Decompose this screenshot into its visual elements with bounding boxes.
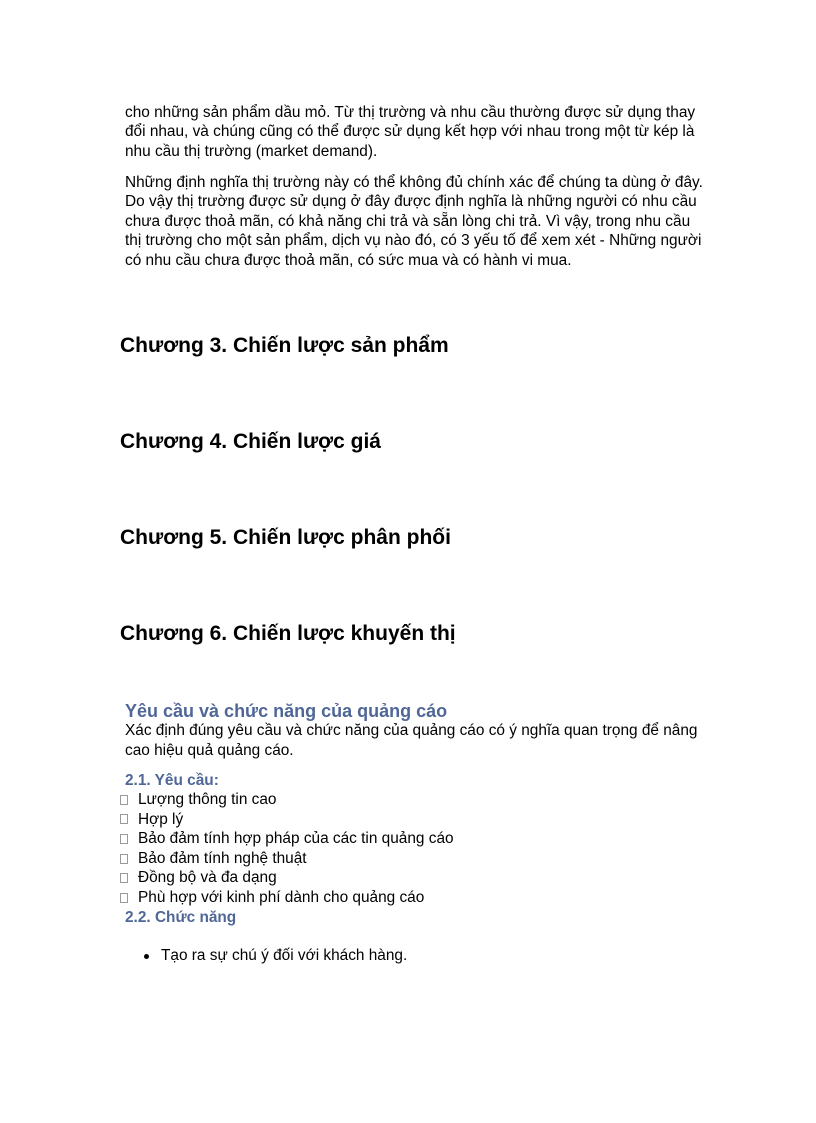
functions-subheading: 2.2. Chức năng (125, 909, 237, 926)
list-item-text: Tạo ra sự chú ý đối với khách hàng. (161, 947, 408, 964)
chapter-3-heading: Chương 3. Chiến lược sản phẩm (120, 334, 449, 357)
chapter-6-heading: Chương 6. Chiến lược khuyến thị (120, 622, 456, 645)
empty-box-icon (120, 795, 128, 805)
paragraph-market-terms: cho những sản phẩm dầu mỏ. Từ thị trường và nhu cầu thường được sử dụng thay đổi nhau, và chúng cũng có thể được sử dụng kết hợp với nhau trong một từ kép là nhu cầu thị trường (market demand). (125, 104, 696, 160)
list-item (120, 829, 454, 849)
requirements-list (120, 790, 454, 908)
list-item-text: Bảo đảm tính hợp pháp của các tin quảng cáo (138, 830, 454, 848)
chapter-5-heading: Chương 5. Chiến lược phân phối (120, 526, 451, 549)
empty-box-icon (120, 834, 128, 844)
list-item (120, 790, 454, 810)
list-item-text: Bảo đảm tính nghệ thuật (138, 849, 307, 867)
functions-list (144, 946, 407, 966)
empty-box-icon (120, 893, 128, 903)
chapter-4-heading: Chương 4. Chiến lược giá (120, 430, 381, 453)
list-item (120, 810, 454, 830)
requirements-subheading: 2.1. Yêu cầu: (125, 772, 219, 789)
empty-box-icon (120, 854, 128, 864)
empty-box-icon (120, 873, 128, 883)
advertising-section-intro: Xác định đúng yêu cầu và chức năng của quảng cáo có ý nghĩa quan trọng để nâng cao hiệu quả quảng cáo. (125, 722, 698, 759)
list-item-text: Hợp lý (138, 810, 184, 828)
list-item (120, 868, 454, 888)
list-item-text: Đồng bộ và đa dạng (138, 869, 277, 887)
list-item (144, 946, 407, 966)
paragraph-market-definition: Những định nghĩa thị trường này có thể không đủ chính xác để chúng ta dùng ở đây. Do vậy thị trường được sử dụng ở đây được định nghĩa là những người có nhu cầu chưa được thoả mãn, có khả năng chi trả và sẵn lòng chi trả. Vì vậy, trong nhu cầu thị trường cho một sản phẩm, dịch vụ nào đó, có 3 yếu tố để xem xét - Những người có nhu cầu chưa được thoả mãn, có sức mua và có hành vi mua. (125, 174, 703, 269)
bullet-icon (144, 954, 149, 959)
advertising-section-title: Yêu cầu và chức năng của quảng cáo (125, 701, 448, 721)
list-item-text: Lượng thông tin cao (138, 791, 277, 808)
list-item (120, 849, 454, 869)
empty-box-icon (120, 814, 128, 824)
list-item-text: Phù hợp với kinh phí dành cho quảng cáo (138, 888, 425, 906)
list-item (120, 888, 454, 908)
